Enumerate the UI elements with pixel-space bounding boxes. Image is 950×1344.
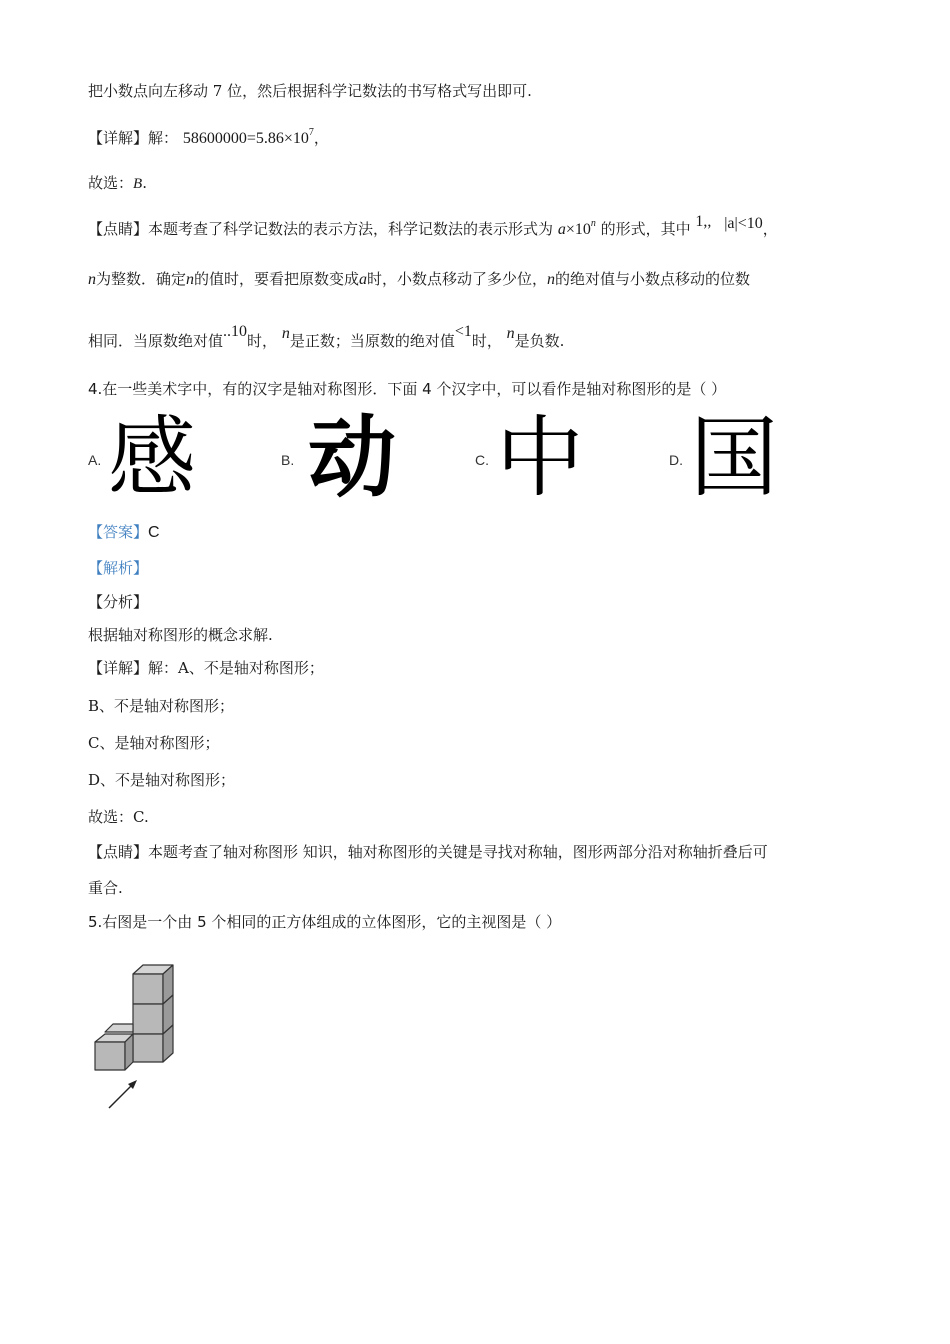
ge-ten: ..10 <box>223 323 248 340</box>
tip-line3-text1: 相同．当原数绝对值 <box>88 332 224 350</box>
cube-front-face <box>133 1004 163 1034</box>
cube-front-face <box>133 1034 163 1062</box>
n-var: n <box>281 325 290 342</box>
tip-range-right: |a|<10 <box>724 215 763 232</box>
answer-value: C <box>148 524 160 541</box>
n-var: n <box>186 271 195 288</box>
tip-text3: ， <box>762 220 778 238</box>
detail-exponent: 7 <box>308 127 314 138</box>
q4-answer-line <box>88 521 160 544</box>
tip-a: a <box>557 221 566 238</box>
q5-stem: 5.右图是一个由 5 个相同的正方体组成的立体图形，它的主视图是（ ） <box>88 913 562 931</box>
tip-exp: n <box>590 218 596 229</box>
cube-front-face <box>133 974 163 1004</box>
q4-choose: 故选：C. <box>88 808 149 826</box>
tip-line3-text3: 是正数；当原数的绝对值 <box>289 332 455 350</box>
answer-tag: 【答案】 <box>88 523 149 541</box>
option-c-char: 中 <box>496 406 585 509</box>
q4-detail-c: C、是轴对称图形； <box>88 734 220 752</box>
option-b-label: B. <box>281 452 295 468</box>
option-d-char: 国 <box>690 406 779 509</box>
n-var: n <box>506 325 515 342</box>
detail-tag: 【详解】 <box>88 659 149 677</box>
detail-equation: 58600000=5.86×10 <box>182 130 309 147</box>
analysis-tag: 【解析】 <box>88 559 149 577</box>
q4-detail-a <box>88 657 324 679</box>
detail-end: ， <box>313 129 329 147</box>
tip-x10: ×10 <box>565 221 591 238</box>
tip-line2-text2: 的值时，要看把原数变成 <box>194 270 360 288</box>
choose-value: B <box>133 176 143 192</box>
n-var: n <box>547 271 556 288</box>
tip-tag: 【点睛】 <box>88 843 149 861</box>
tip-line2-text4: 的绝对值与小数点移动的位数 <box>555 270 751 288</box>
tip-text2: 的形式，其中 <box>600 220 691 238</box>
detail-prefix: 解： <box>148 129 179 147</box>
choose-end: . <box>142 174 147 192</box>
option-c-label: C. <box>475 452 489 468</box>
option-d-label: D. <box>669 452 683 468</box>
q4-tip-line1 <box>88 841 768 863</box>
choose-label: 故选： <box>88 174 134 192</box>
cube-top-face <box>105 1024 133 1032</box>
q3-tip-line3 <box>88 323 565 353</box>
tip-text: 本题考查了轴对称图形 知识，轴对称图形的关键是寻找对称轴，图形两部分沿对称轴折叠后可 <box>148 843 768 861</box>
option-a-char: 感 <box>108 406 197 509</box>
tip-line2-text1: 为整数．确定 <box>96 270 187 288</box>
a-var: a <box>359 271 368 288</box>
q4-tip-line2: 重合. <box>88 879 123 897</box>
tip-line3-text4: 时， <box>471 332 502 350</box>
q4-detail-d: D、不是轴对称图形； <box>88 771 236 789</box>
lt-one: <1 <box>454 323 472 340</box>
tip-line3-text5: 是负数. <box>514 332 565 350</box>
fenxi-text: 根据轴对称图形的概念求解. <box>88 626 273 644</box>
q3-tip-line1 <box>88 213 778 243</box>
tip-line3-text2: 时， <box>247 332 278 350</box>
detail-tag: 【详解】 <box>88 129 149 147</box>
q4-stem: 4.在一些美术字中，有的汉字是轴对称图形．下面 4 个汉字中，可以看作是轴对称图形的是（ ） <box>88 380 727 398</box>
tip-range-left: 1,, <box>695 213 712 230</box>
detail-a-text: 解：A、不是轴对称图形； <box>148 659 324 677</box>
q3-detail-line <box>88 127 329 152</box>
fenxi-tag: 【分析】 <box>88 593 149 611</box>
tip-tag: 【点睛】 <box>88 220 149 238</box>
q3-choose-line <box>88 172 147 195</box>
q4-detail-b: B、不是轴对称图形； <box>88 697 235 715</box>
q3-solution-text: 把小数点向左移动 7 位，然后根据科学记数法的书写格式写出即可. <box>88 82 532 100</box>
cube-front-face <box>95 1042 125 1070</box>
option-b-char: 动 <box>308 406 397 509</box>
tip-text1: 本题考查了科学记数法的表示方法，科学记数法的表示形式为 <box>148 220 554 238</box>
option-a-label: A. <box>88 452 102 468</box>
tip-line2-text3: 时，小数点移动了多少位， <box>367 270 548 288</box>
n-var: n <box>88 271 96 288</box>
cube-figure <box>85 960 195 1115</box>
q3-tip-line2 <box>88 268 750 291</box>
